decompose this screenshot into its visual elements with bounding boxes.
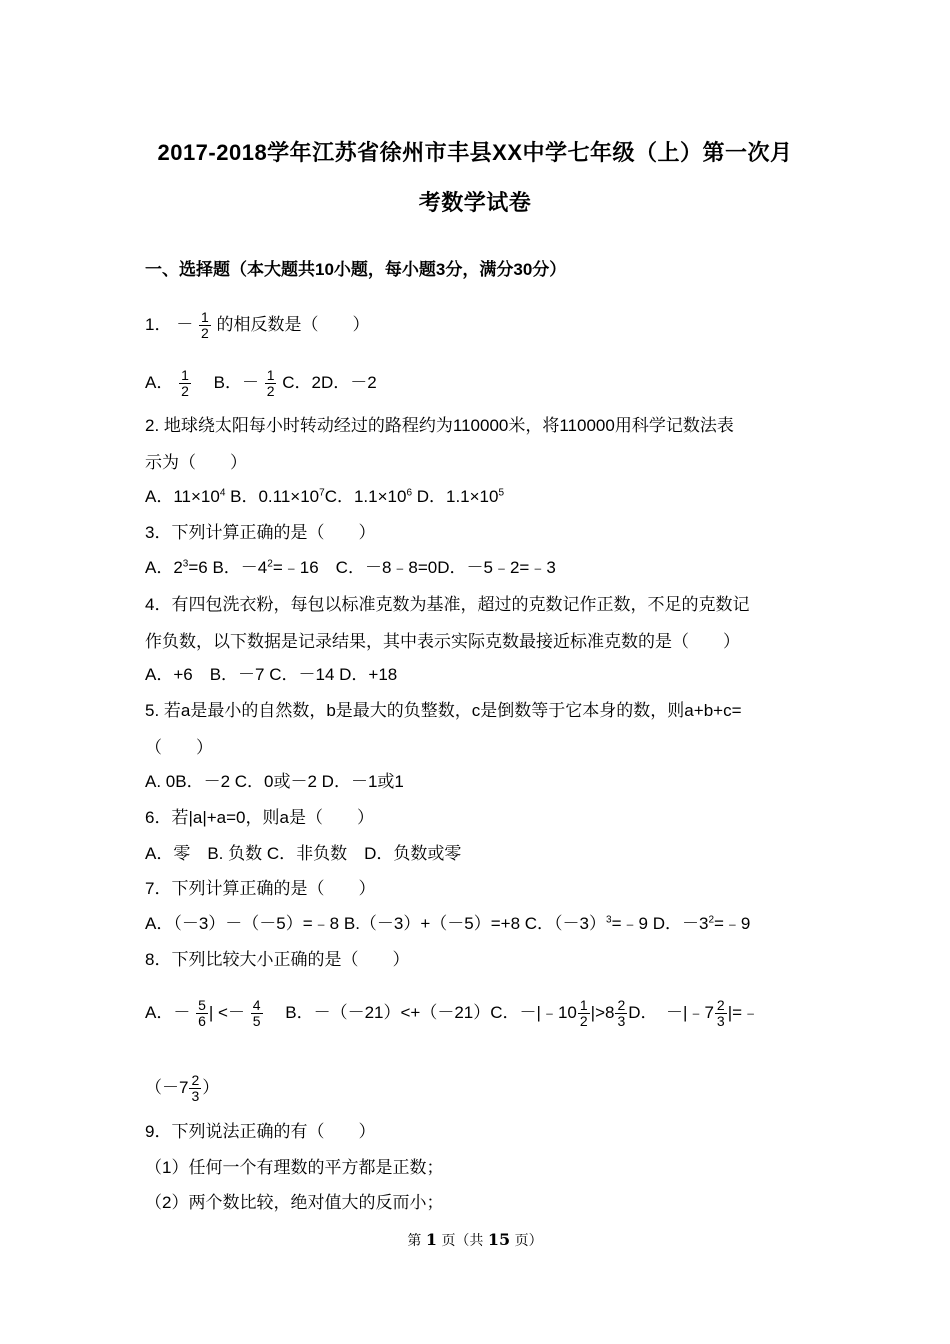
- question-8: 8．下列比较大小正确的是（ ）: [145, 950, 410, 969]
- q5-options: A. 0B．－2 C．0或－2 D．－1或1: [145, 772, 404, 791]
- q1-options: A． $\frac{1}{2}$ B．－ $\frac{1}{2}$ C．2D．－2: [145, 367, 377, 399]
- section-heading: 一、选择题（本大题共10小题，每小题3分，满分30分）: [145, 260, 567, 279]
- question-6: 6．若|a|+a=0，则a是（ ）: [145, 808, 374, 827]
- document-title-line1: 2017-2018学年江苏省徐州市丰县XX中学七年级（上）第一次月: [157, 140, 793, 165]
- q8-fraction-c1: $\frac{1}{2}$: [579, 997, 588, 1029]
- q8-options: A．－ $\frac{5}{6}$ | <－ $\frac{4}{5}$ B．－（－21）<+（－21）C．－|﹣10 $\frac{1}{2}$ |>8 $\frac{2}{3}$ D． －|﹣7 $\frac{2}{3}$ |=﹣: [145, 997, 760, 1029]
- question-1: [145, 310, 369, 341]
- question-3: 3．下列计算正确的是（ ）: [145, 523, 376, 542]
- q6-options: A．零 B. 负数 C．非负数 D．负数或零: [145, 844, 462, 863]
- q1-stem: 的相反数是（ ）: [216, 314, 370, 334]
- q7-options: A．（－3）－（－5）=﹣8 B.（－3）+（－5）=+8 C．$(-3)^3=﹣9$ D．$-3^2=﹣9$: [145, 914, 751, 933]
- q8-fraction-a1: $\frac{5}{6}$: [198, 997, 206, 1029]
- q8-fraction-d2: $\frac{2}{3}$: [191, 1072, 200, 1104]
- q1-fraction: $\frac{1}{2}$: [200, 309, 209, 341]
- q8-fraction-a2: $\frac{4}{5}$: [252, 997, 261, 1029]
- q2-options: A．$11\times 10^4$ B．$0.11\times 10^7C$．$1.1\times 10^6$ D．$1.1\times 10^5$: [145, 487, 505, 506]
- page-number: 1: [425, 1230, 437, 1249]
- question-2-line1: 2. 地球绕太阳每小时转动经过的路程约为110000米，将110000用科学记数法表: [145, 416, 734, 435]
- q1-optA-fraction: $\frac{1}{2}$: [181, 367, 189, 399]
- document-title-line2: 考数学试卷: [418, 190, 532, 215]
- q1-sign: －: [176, 314, 194, 334]
- q8-fraction-d1: $\frac{2}{3}$: [716, 997, 725, 1029]
- q4-options: A．+6 B．－7 C．－14 D．+18: [145, 665, 398, 684]
- question-2-line2: 示为（ ）: [145, 453, 247, 472]
- question-4-line1: 4．有四包洗衣粉，每包以标准克数为基准，超过的克数记作正数，不足的克数记: [145, 595, 750, 614]
- q9-statement-1: （1）任何一个有理数的平方都是正数；: [145, 1158, 444, 1177]
- page-total: 15: [487, 1230, 511, 1249]
- q9-statement-2: （2）两个数比较，绝对值大的反而小；: [145, 1193, 444, 1212]
- question-7: 7．下列计算正确的是（ ）: [145, 879, 376, 898]
- q1-number: 1．: [145, 314, 172, 334]
- page-footer: 第 1 页（共 15 页）: [407, 1230, 543, 1249]
- q8-fraction-c2: $\frac{2}{3}$: [617, 997, 626, 1029]
- question-5-line1: 5. 若a是最小的自然数，b是最大的负整数，c是倒数等于它本身的数，则a+b+c=: [145, 701, 742, 720]
- q8-options-continued: （－7 $\frac{2}{3}$ ）: [145, 1072, 220, 1104]
- question-5-line2: （ ）: [145, 738, 213, 757]
- question-9: 9．下列说法正确的有（ ）: [145, 1122, 376, 1141]
- q3-options: A．$2^3=6$ B．$-4^2=﹣16$ C．－8﹣8=0D．－5﹣2=﹣3: [145, 558, 556, 577]
- q1-optB-fraction: $\frac{1}{2}$: [266, 367, 275, 399]
- question-4-line2: 作负数，以下数据是记录结果，其中表示实际克数最接近标准克数的是（ ）: [145, 632, 740, 651]
